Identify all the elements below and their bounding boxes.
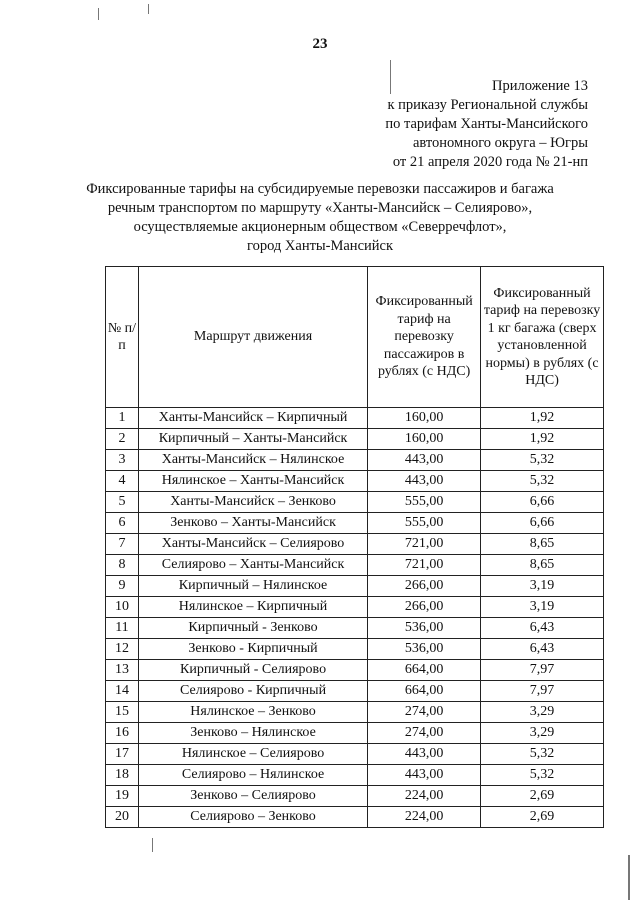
scan-artifact <box>148 4 149 14</box>
title-line: Фиксированные тарифы на субсидируемые перевозки пассажиров и багажа <box>86 181 554 197</box>
row-passenger-tariff: 443,00 <box>368 744 481 765</box>
row-passenger-tariff: 266,00 <box>368 576 481 597</box>
row-number: 6 <box>106 513 139 534</box>
scan-artifact <box>98 8 99 20</box>
table-body <box>106 408 604 828</box>
row-baggage-tariff: 3,19 <box>481 576 604 597</box>
table-row <box>106 492 604 513</box>
row-number: 15 <box>106 702 139 723</box>
scan-artifact <box>152 838 153 852</box>
row-baggage-tariff: 6,43 <box>481 639 604 660</box>
row-number: 11 <box>106 618 139 639</box>
header-number: № п/п <box>106 267 139 408</box>
table-row <box>106 429 604 450</box>
table-row <box>106 786 604 807</box>
row-passenger-tariff: 274,00 <box>368 702 481 723</box>
row-route: Нялинское – Зенково <box>138 702 367 723</box>
row-number: 2 <box>106 429 139 450</box>
row-number: 20 <box>106 807 139 828</box>
appendix-line: Приложение 13 <box>492 78 588 94</box>
row-route: Кирпичный - Селиярово <box>138 660 367 681</box>
row-baggage-tariff: 5,32 <box>481 765 604 786</box>
row-passenger-tariff: 721,00 <box>368 534 481 555</box>
row-baggage-tariff: 2,69 <box>481 807 604 828</box>
row-route: Ханты-Мансийск – Кирпичный <box>138 408 367 429</box>
row-passenger-tariff: 443,00 <box>368 765 481 786</box>
row-number: 17 <box>106 744 139 765</box>
row-route: Нялинское – Селиярово <box>138 744 367 765</box>
row-baggage-tariff: 5,32 <box>481 450 604 471</box>
row-route: Кирпичный – Ханты-Мансийск <box>138 429 367 450</box>
row-route: Селиярово – Зенково <box>138 807 367 828</box>
row-number: 1 <box>106 408 139 429</box>
title-line: осуществляемые акционерным обществом «Северречфлот», <box>133 219 507 235</box>
row-baggage-tariff: 6,66 <box>481 513 604 534</box>
row-passenger-tariff: 266,00 <box>368 597 481 618</box>
row-route: Нялинское – Ханты-Мансийск <box>138 471 367 492</box>
table-row <box>106 408 604 429</box>
row-passenger-tariff: 443,00 <box>368 450 481 471</box>
row-route: Селиярово – Нялинское <box>138 765 367 786</box>
header-baggage-tariff: Фиксированный тариф на перевозку 1 кг багажа (сверх установленной нормы) в рублях (с НДС) <box>481 267 604 408</box>
row-route: Ханты-Мансийск – Нялинское <box>138 450 367 471</box>
row-baggage-tariff: 3,19 <box>481 597 604 618</box>
row-route: Селиярово - Кирпичный <box>138 681 367 702</box>
row-number: 7 <box>106 534 139 555</box>
header-passenger-tariff: Фиксированный тариф на перевозку пассажиров в рублях (с НДС) <box>368 267 481 408</box>
row-number: 18 <box>106 765 139 786</box>
appendix-line: по тарифам Ханты-Мансийского <box>385 116 588 132</box>
row-baggage-tariff: 8,65 <box>481 534 604 555</box>
table-row <box>106 534 604 555</box>
tariff-table <box>105 266 604 828</box>
row-baggage-tariff: 5,32 <box>481 744 604 765</box>
header-route: Маршрут движения <box>138 267 367 408</box>
row-number: 4 <box>106 471 139 492</box>
scan-artifact <box>628 855 630 900</box>
row-number: 10 <box>106 597 139 618</box>
row-passenger-tariff: 536,00 <box>368 618 481 639</box>
table-row <box>106 618 604 639</box>
row-number: 8 <box>106 555 139 576</box>
row-passenger-tariff: 224,00 <box>368 786 481 807</box>
appendix-line: автономного округа – Югры <box>412 135 588 151</box>
table-row <box>106 555 604 576</box>
row-route: Зенково – Нялинское <box>138 723 367 744</box>
table-row <box>106 702 604 723</box>
table-row <box>106 681 604 702</box>
row-number: 9 <box>106 576 139 597</box>
row-baggage-tariff: 1,92 <box>481 429 604 450</box>
row-route: Зенково – Ханты-Мансийск <box>138 513 367 534</box>
row-number: 13 <box>106 660 139 681</box>
row-baggage-tariff: 2,69 <box>481 786 604 807</box>
table-row <box>106 744 604 765</box>
row-baggage-tariff: 8,65 <box>481 555 604 576</box>
row-passenger-tariff: 664,00 <box>368 681 481 702</box>
row-number: 5 <box>106 492 139 513</box>
row-passenger-tariff: 721,00 <box>368 555 481 576</box>
row-number: 14 <box>106 681 139 702</box>
table-row <box>106 765 604 786</box>
row-route: Зенково – Селиярово <box>138 786 367 807</box>
row-route: Нялинское – Кирпичный <box>138 597 367 618</box>
title-line: город Ханты-Мансийск <box>246 238 394 254</box>
row-baggage-tariff: 6,66 <box>481 492 604 513</box>
row-passenger-tariff: 664,00 <box>368 660 481 681</box>
row-passenger-tariff: 274,00 <box>368 723 481 744</box>
row-route: Кирпичный - Зенково <box>138 618 367 639</box>
document-title <box>70 180 570 256</box>
table-row <box>106 576 604 597</box>
row-passenger-tariff: 536,00 <box>368 639 481 660</box>
scan-artifact <box>390 60 391 94</box>
table-row <box>106 807 604 828</box>
table-row <box>106 513 604 534</box>
table-row <box>106 660 604 681</box>
row-baggage-tariff: 3,29 <box>481 702 604 723</box>
table-header-row <box>106 267 604 408</box>
table-row <box>106 450 604 471</box>
row-number: 16 <box>106 723 139 744</box>
row-route: Кирпичный – Нялинское <box>138 576 367 597</box>
row-number: 3 <box>106 450 139 471</box>
row-route: Ханты-Мансийск – Зенково <box>138 492 367 513</box>
row-route: Ханты-Мансийск – Селиярово <box>138 534 367 555</box>
row-passenger-tariff: 160,00 <box>368 408 481 429</box>
page-number: 23 <box>312 36 328 52</box>
row-route: Селиярово – Ханты-Мансийск <box>138 555 367 576</box>
row-number: 12 <box>106 639 139 660</box>
row-route: Зенково - Кирпичный <box>138 639 367 660</box>
title-line: речным транспортом по маршруту «Ханты-Мансийск – Селиярово», <box>107 200 533 216</box>
row-baggage-tariff: 3,29 <box>481 723 604 744</box>
row-baggage-tariff: 6,43 <box>481 618 604 639</box>
row-baggage-tariff: 5,32 <box>481 471 604 492</box>
table-row <box>106 597 604 618</box>
row-passenger-tariff: 224,00 <box>368 807 481 828</box>
table-row <box>106 471 604 492</box>
row-baggage-tariff: 7,97 <box>481 681 604 702</box>
row-baggage-tariff: 1,92 <box>481 408 604 429</box>
table-row <box>106 723 604 744</box>
row-baggage-tariff: 7,97 <box>481 660 604 681</box>
table-row <box>106 639 604 660</box>
row-passenger-tariff: 555,00 <box>368 492 481 513</box>
row-passenger-tariff: 160,00 <box>368 429 481 450</box>
row-passenger-tariff: 555,00 <box>368 513 481 534</box>
appendix-block <box>385 77 588 172</box>
appendix-line: к приказу Региональной службы <box>387 97 588 113</box>
row-passenger-tariff: 443,00 <box>368 471 481 492</box>
row-number: 19 <box>106 786 139 807</box>
appendix-line: от 21 апреля 2020 года № 21-нп <box>392 154 588 170</box>
